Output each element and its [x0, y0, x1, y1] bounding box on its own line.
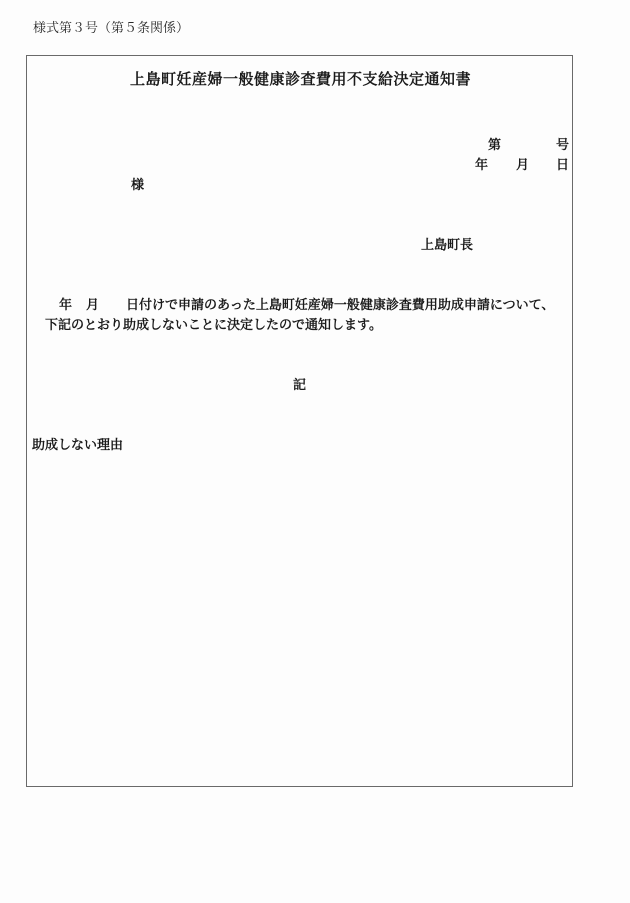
body-month-label: 月 [86, 298, 100, 313]
addressee-honorific: 様 [131, 178, 145, 193]
reason-label: 助成しない理由 [32, 438, 124, 453]
form-number-label: 様式第３号（第５条関係） [33, 21, 190, 36]
date-day-label: 日 [556, 158, 570, 173]
body-text-continuation: 日付けで申請のあった上島町妊産婦一般健康診査費用助成申請について、 [126, 298, 555, 313]
number-suffix: 号 [556, 138, 570, 153]
date-year-label: 年 [475, 158, 489, 173]
issuer-name: 上島町長 [421, 238, 474, 253]
notice-frame [26, 55, 573, 787]
date-month-label: 月 [516, 158, 530, 173]
body-year-label: 年 [59, 298, 73, 313]
record-heading: 記 [293, 378, 307, 393]
body-text-line-2: 下記のとおり助成しないことに決定したので通知します。 [45, 318, 382, 333]
number-prefix: 第 [488, 138, 502, 153]
document-title: 上島町妊産婦一般健康診査費用不支給決定通知書 [129, 70, 471, 88]
